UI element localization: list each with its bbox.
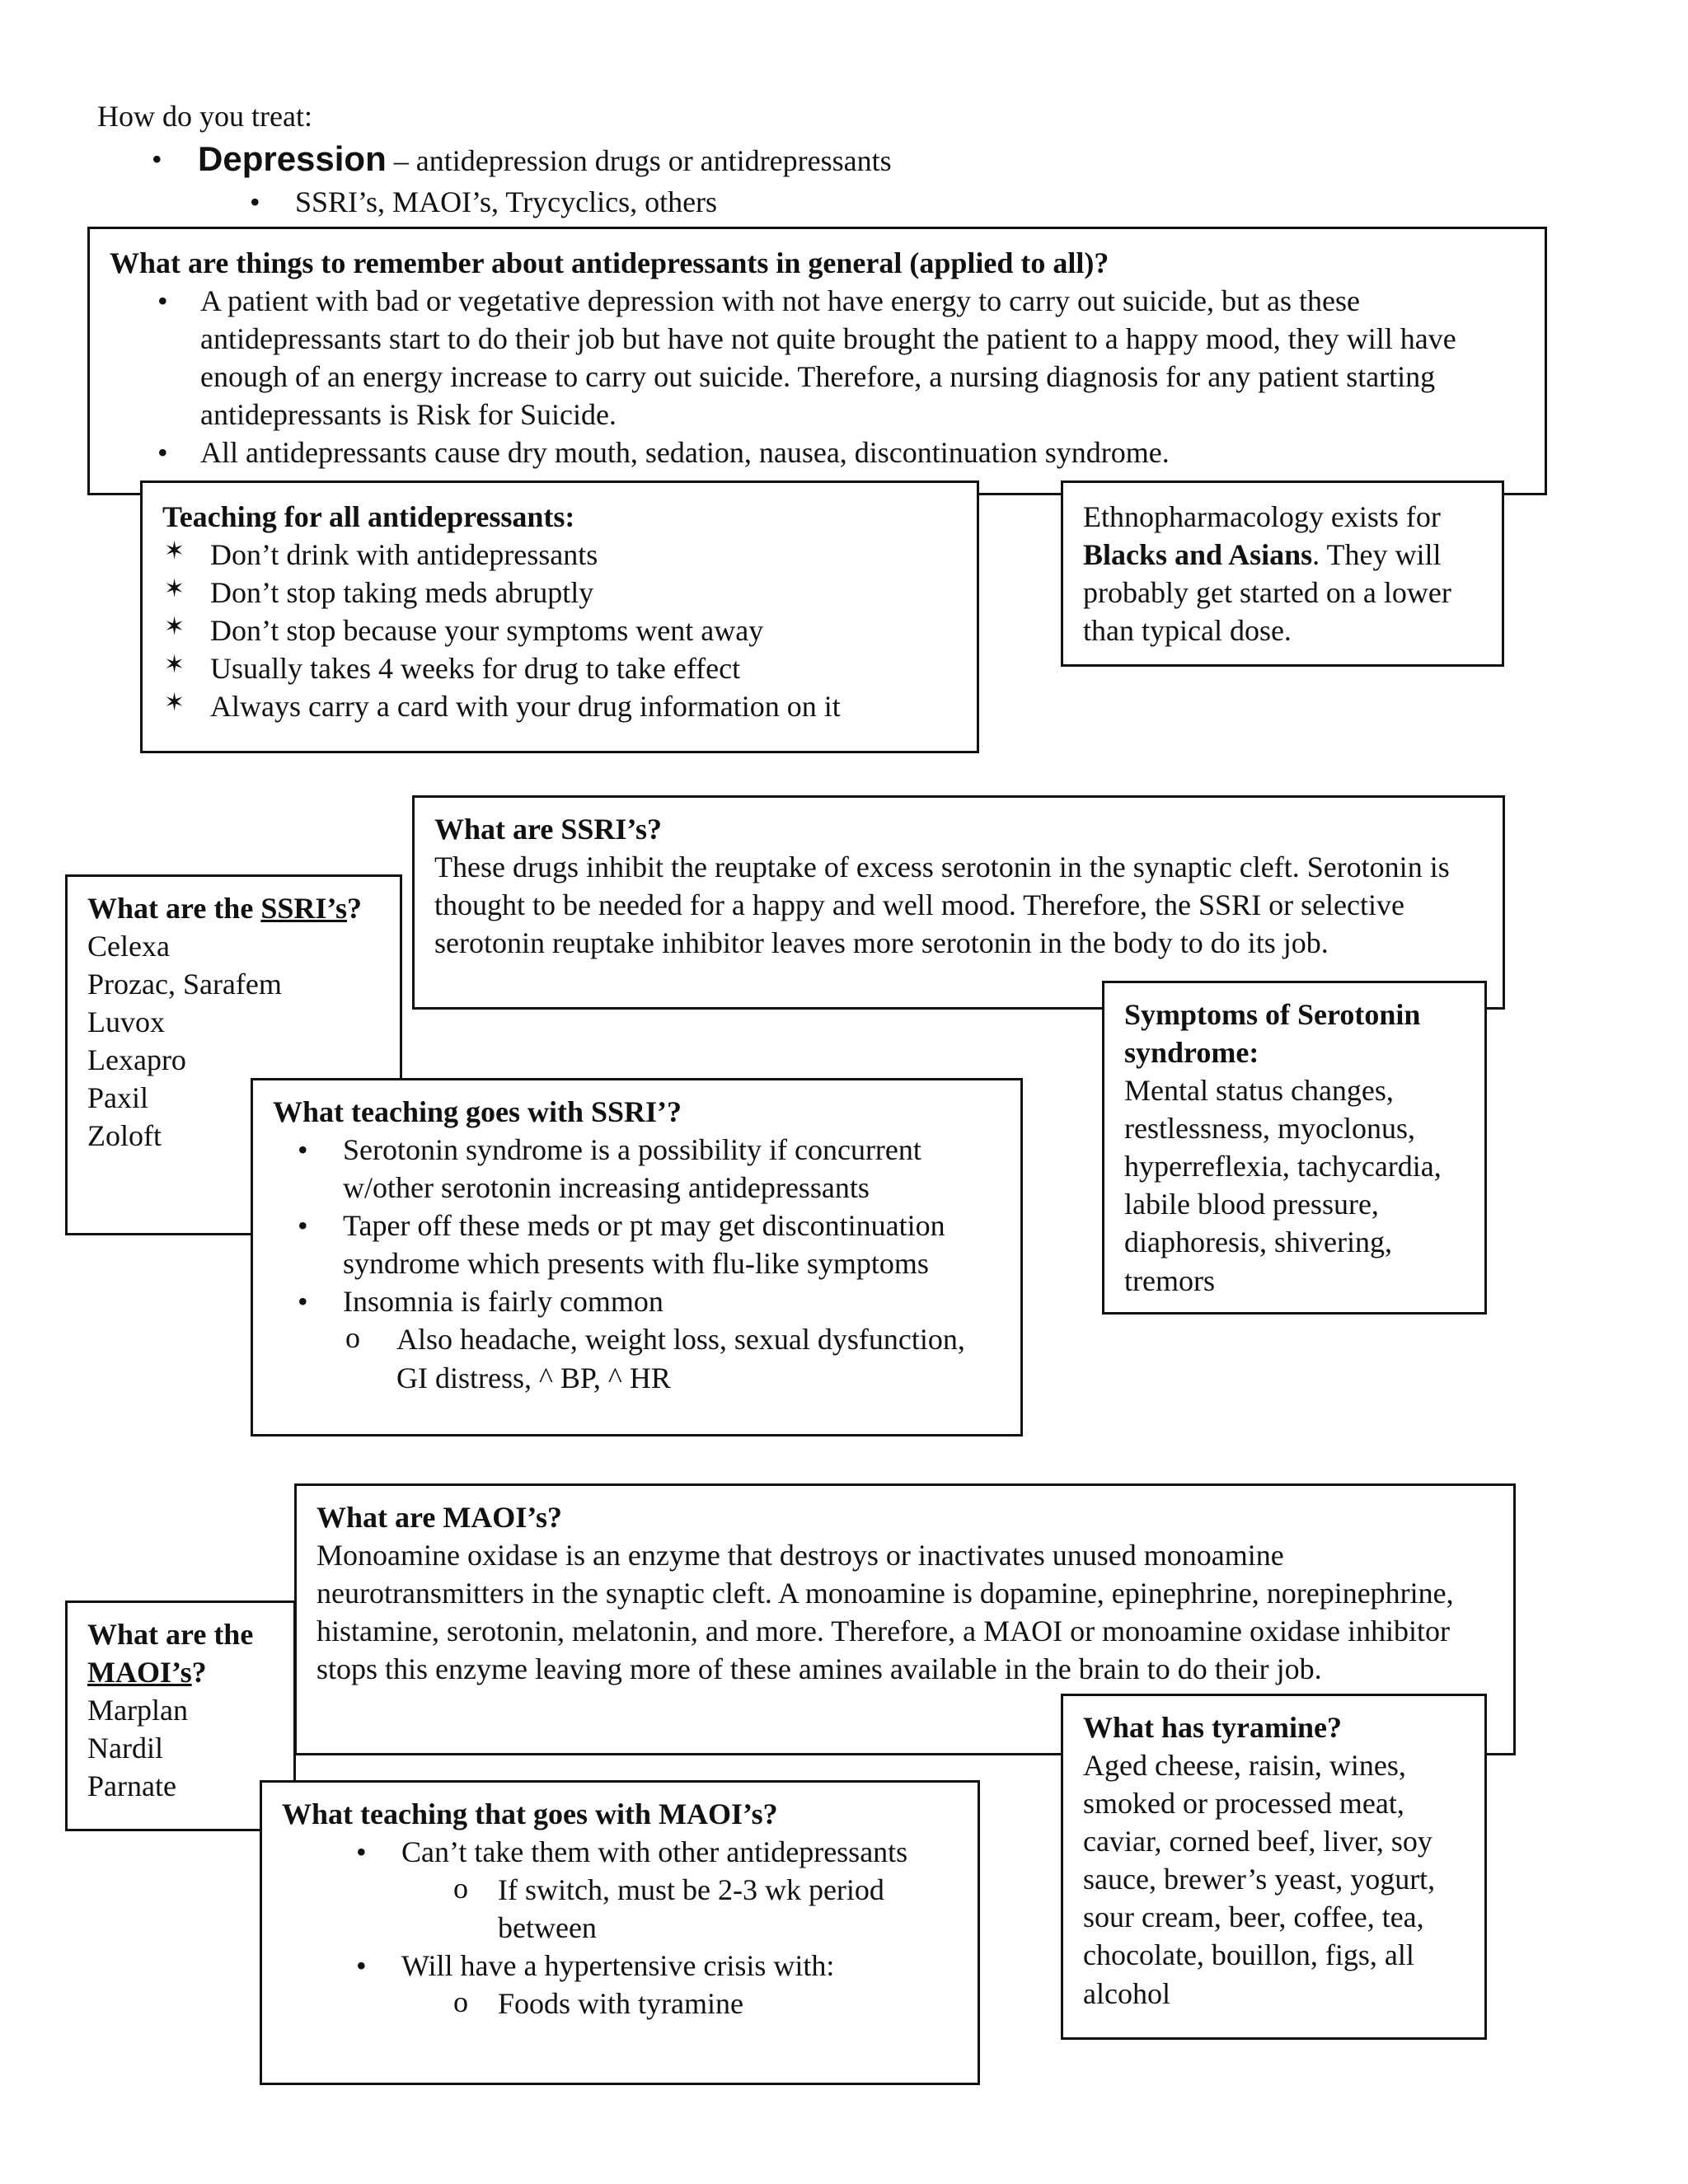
drug-name: Paxil — [87, 1081, 149, 1115]
list-item: ✶ Don’t drink with antidepressants — [162, 536, 957, 574]
general-list — [110, 282, 1525, 471]
maoi-teach-sublist — [282, 1871, 958, 1947]
teaching-all-list — [162, 536, 957, 725]
bullet-icon: • — [152, 143, 162, 176]
ssri-what-title: What are SSRI’s? — [434, 813, 663, 846]
list-item: ✶ Usually takes 4 weeks for drug to take effect — [162, 649, 957, 687]
ssri-what-box — [412, 795, 1505, 1010]
ethno-box — [1061, 480, 1504, 667]
serotonin-text: Mental status changes, restlessness, myoclonus, hyperreflexia, tachycardia, labile blood pressure, diaphoresis, shivering, tremors — [1124, 1074, 1442, 1297]
ssri-teach-box — [251, 1078, 1023, 1436]
drug-name: Marplan — [87, 1694, 188, 1727]
drug-classes-line — [97, 183, 1086, 221]
drug-name: Lexapro — [87, 1043, 186, 1077]
ssri-what-text: These drugs inhibit the reuptake of excess serotonin in the synaptic cleft. Serotonin is thought to be needed for a happy and well mood. Therefore, the SSRI or selective serotonin reuptake inhibitor leaves more serotonin in the body to do its job. — [434, 851, 1450, 960]
maoi-teach-list — [282, 1947, 958, 1985]
intro-section — [97, 97, 1086, 221]
maoi-teach-box — [260, 1780, 980, 2085]
tyramine-title: What has tyramine? — [1083, 1711, 1342, 1744]
tyramine-text: Aged cheese, raisin, wines, smoked or processed meat, caviar, corned beef, liver, soy sauce, brewer’s yeast, yogurt, sour cream, beer, coffee, tea, chocolate, bouillon, figs, all alcohol — [1083, 1749, 1436, 2010]
ssri-list-title-pre: What are the — [87, 892, 261, 925]
maoi-list-title — [87, 1615, 274, 1691]
topic-depression: Depression — [198, 139, 387, 179]
ethno-text-2: . They will probably get started on a lower than typical dose. — [1083, 538, 1451, 648]
ssri-list-title-post: ? — [347, 892, 363, 925]
maoi-teach-sublist — [282, 1985, 958, 2022]
ssri-list-title — [87, 889, 380, 927]
list-item: • Insomnia is fairly common — [273, 1282, 1001, 1320]
sub-list-item: o If switch, must be 2-3 wk period between — [282, 1871, 958, 1947]
list-item: • A patient with bad or vegetative depression with not have energy to carry out suicide, but as these antidepressants start to do their job but have not quite brought the patient to a happy mood, they will have enough of an energy increase to carry out suicide. Therefore, a nursing diagnosis for any patient starting antidepressants is Risk for Suicide. — [110, 282, 1508, 434]
drug-name: Parnate — [87, 1769, 176, 1803]
drug-name: Luvox — [87, 1005, 165, 1039]
drug-classes: SSRI’s, MAOI’s, Trycyclics, others — [295, 185, 718, 218]
list-item: • Serotonin syndrome is a possibility if concurrent w/other serotonin increasing antidepressants — [273, 1131, 1001, 1207]
maoi-teach-list — [282, 1833, 958, 1871]
general-title: What are things to remember about antidepressants in general (applied to all)? — [110, 246, 1109, 279]
maoi-list-title-u: MAOI’s — [87, 1656, 192, 1690]
list-item: • Taper off these meds or pt may get discontinuation syndrome which presents with flu-like symptoms — [273, 1207, 1001, 1282]
list-item: ✶ Always carry a card with your drug information on it — [162, 687, 957, 725]
maoi-what-text: Monoamine oxidase is an enzyme that destroys or inactivates unused monoamine neurotransmitters in the synaptic cleft. A monoamine is dopamine, epinephrine, norepinephrine, histamine, serotonin, melatonin, and more. Therefore, a MAOI or monoamine oxidase inhibitor stops this enzyme leaving more of these amines available in the brain to do their job. — [316, 1539, 1454, 1686]
ethno-text-1: Ethnopharmacology exists for — [1083, 500, 1441, 533]
list-item: • Can’t take them with other antidepressants — [282, 1833, 958, 1871]
ssri-teach-list — [273, 1131, 1001, 1320]
maoi-list-title-post: ? — [191, 1656, 207, 1690]
drug-name: Zoloft — [87, 1119, 162, 1153]
ssri-teach-title: What teaching goes with SSRI’? — [273, 1095, 682, 1128]
serotonin-box — [1102, 981, 1487, 1315]
maoi-list-title-pre: What are the — [87, 1618, 254, 1651]
ethno-bold: Blacks and Asians — [1083, 538, 1313, 572]
general-box — [87, 227, 1547, 495]
drug-name: Celexa — [87, 930, 170, 963]
maoi-what-title: What are MAOI’s? — [316, 1501, 562, 1534]
teaching-all-title: Teaching for all antidepressants: — [162, 500, 575, 533]
sub-list-item: o Also headache, weight loss, sexual dysfunction, GI distress, ^ BP, ^ HR — [273, 1320, 1001, 1396]
tyramine-box — [1061, 1694, 1487, 2040]
ethno-text — [1083, 498, 1482, 649]
ssri-list-title-u: SSRI’s — [260, 892, 348, 925]
bullet-icon: • — [250, 185, 260, 218]
ssri-teach-sublist — [273, 1320, 1001, 1396]
list-item: ✶ Don’t stop because your symptoms went away — [162, 612, 957, 649]
list-item: • Will have a hypertensive crisis with: — [282, 1947, 958, 1985]
maoi-teach-title: What teaching that goes with MAOI’s? — [282, 1797, 778, 1830]
depression-line — [97, 137, 1086, 181]
intro-heading: How do you treat: — [97, 100, 312, 133]
sub-list-item: o Foods with tyramine — [282, 1985, 958, 2022]
list-item: ✶ Don’t stop taking meds abruptly — [162, 574, 957, 612]
teaching-all-box — [140, 480, 979, 753]
list-item: • All antidepressants cause dry mouth, sedation, nausea, discontinuation syndrome. — [110, 434, 1508, 471]
topic-description: – antidepression drugs or antidrepressants — [386, 144, 892, 178]
drug-name: Nardil — [87, 1732, 163, 1765]
serotonin-title: Symptoms of Serotonin syndrome: — [1124, 998, 1421, 1070]
drug-name: Prozac, Sarafem — [87, 968, 282, 1001]
